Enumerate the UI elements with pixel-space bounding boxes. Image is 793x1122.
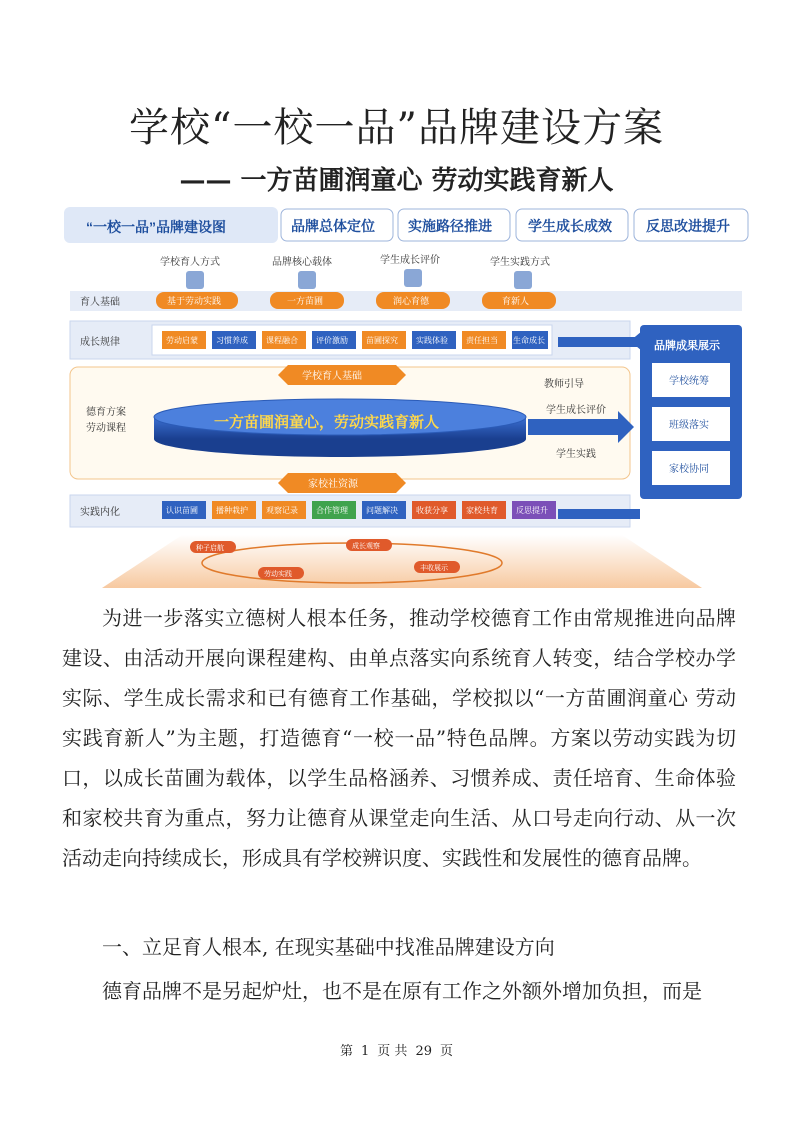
row-label-2b: 劳动课程 (86, 423, 126, 434)
tab-3: 学生成长成效 (528, 218, 612, 234)
practice-item-6: 家校共育 (466, 506, 498, 515)
right-panel-item-1: 班级落实 (669, 420, 709, 431)
practice-item-2: 观察记录 (266, 506, 298, 515)
paragraph-1: 为进一步落实立德树人根本任务，推动学校德育工作由常规推进向品牌建设、由活动开展向课程建构、由单点落实向系统育人转变，结合学校办学实际、学生成长需求和已有德育工作基础，学校拟以“一方苗圃润童心 劳动实践育新人”为主题，打造德育“一校一品”特色品牌。方案以劳动实践为切口，以成长苗圃为载体，以学生品格涵养、习惯养成、责任培育、生命体验和家校共育为重点，努力让德育从课堂走向生活、从口号走向行动、从一次活动走向持续成长，形成具有学校辨识度、实践性和发展性的德育品牌。 (62, 606, 736, 870)
row-label-3: 实践内化 (80, 507, 120, 518)
center-disc-label: 一方苗圃润童心，劳动实践育新人 (214, 414, 440, 431)
right-panel-item-2: 家校协同 (669, 464, 709, 475)
top-badge-3: 育新人 (502, 297, 530, 307)
hand-icon (514, 271, 532, 289)
top-header-0: 学校育人方式 (160, 257, 220, 268)
arrow-label-2: 学生实践 (556, 449, 596, 460)
practice-item-5: 收获分享 (416, 506, 448, 515)
document-subtitle: —— 一方苗圃润童心 劳动实践育新人 (179, 166, 614, 196)
paragraph-2: 德育品牌不是另起炉灶，也不是在原有工作之外额外增加负担，而是 (102, 979, 702, 1003)
right-panel-title: 品牌成果展示 (654, 340, 720, 352)
top-badge-2: 润心育德 (393, 297, 430, 307)
growth-item-3: 评价激励 (316, 336, 348, 345)
growth-item-7: 生命成长 (513, 336, 545, 345)
growth-item-5: 实践体验 (416, 336, 448, 345)
top-badge-1: 一方苗圃 (287, 297, 324, 307)
row-label-0: 育人基础 (80, 297, 120, 308)
arrow-label-1: 学生成长评价 (546, 405, 606, 416)
row-label-1: 成长规律 (80, 337, 120, 348)
base-label-3: 丰收展示 (420, 564, 448, 572)
top-header-3: 学生实践方式 (490, 257, 550, 268)
growth-item-4: 苗圃探究 (366, 336, 398, 345)
tab-2: 实施路径推进 (408, 218, 492, 234)
top-header-2: 学生成长评价 (380, 255, 440, 266)
top-badge-0: 基于劳动实践 (167, 297, 222, 307)
base-label-1: 成长观察 (352, 542, 380, 550)
page-footer (0, 1040, 793, 1059)
book-icon (186, 271, 204, 289)
leaf-icon (298, 271, 316, 289)
growth-item-1: 习惯养成 (216, 336, 248, 345)
tab-1: 品牌总体定位 (291, 218, 375, 234)
row-label-2a: 德育方案 (86, 407, 126, 418)
footer-post: 页 (439, 1044, 453, 1059)
footer-page: 1 (361, 1044, 370, 1059)
brand-construction-diagram (62, 205, 750, 588)
base-label-2: 劳动实践 (264, 570, 292, 578)
arrow-label-0: 教师引导 (544, 379, 584, 390)
section-heading-1: 一、立足育人根本, 在现实基础中找准品牌建设方向 (102, 935, 555, 959)
growth-item-0: 劳动启蒙 (166, 336, 198, 345)
heart-icon (404, 269, 422, 287)
tab-4: 反思改进提升 (646, 218, 730, 234)
growth-item-2: 课程融合 (266, 336, 298, 345)
tab-0: “一校一品”品牌建设图 (86, 219, 226, 235)
practice-item-3: 合作管理 (316, 506, 348, 515)
practice-item-1: 播种栽护 (216, 506, 248, 515)
footer-total: 29 (415, 1044, 432, 1059)
top-header-1: 品牌核心载体 (272, 257, 332, 268)
base-label-0: 种子启航 (196, 544, 224, 552)
right-panel-item-0: 学校统筹 (669, 376, 709, 387)
home-school-tag: 家校社资源 (308, 479, 358, 490)
practice-item-4: 问题解决 (366, 506, 398, 515)
footer-mid: 页 共 (377, 1044, 408, 1059)
growth-item-6: 责任担当 (466, 336, 498, 345)
center-tag: 学校育人基础 (302, 371, 362, 382)
practice-item-0: 认识苗圃 (166, 506, 198, 515)
practice-item-7: 反思提升 (516, 506, 548, 515)
document-title: 学校“一校一品”品牌建设方案 (129, 105, 664, 151)
footer-pre: 第 (340, 1044, 354, 1059)
